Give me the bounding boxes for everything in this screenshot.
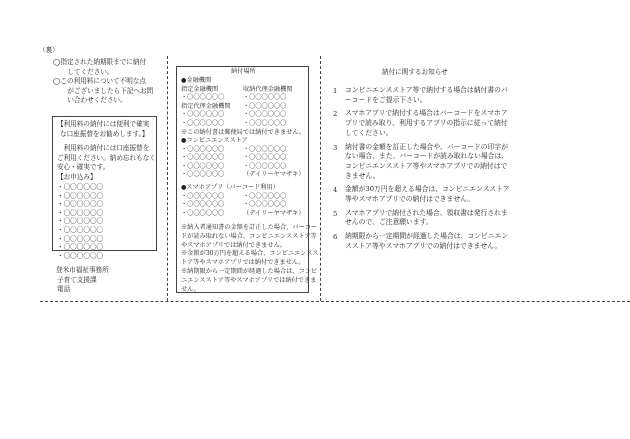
- payment-places-box: [176, 66, 319, 293]
- note-1: ◯ 指定された納期限までに納付 してください。: [53, 58, 147, 76]
- note-2: ◯ この利用料について不明な点 がございましたら下記へお問 い合わせください。: [53, 77, 154, 105]
- list-item: ・〇〇〇〇〇〇: [243, 119, 287, 127]
- list-item: ・〇〇〇〇〇〇: [243, 94, 287, 102]
- fold-line-left: [167, 56, 168, 301]
- apply-list: [57, 183, 103, 260]
- notice-list: [333, 86, 513, 256]
- list-item: ・〇〇〇〇〇〇: [181, 171, 225, 179]
- list-item: 2 スマホアプリで納付する場合はバーコードをスマホアプリで読み取り、利用するアプリの指示に従って納付してください。: [333, 109, 508, 137]
- back-side-mark: （裏）: [39, 46, 59, 54]
- notice-title: 納付に関するお知らせ: [382, 68, 448, 76]
- list-item: 3 納付書の金額を訂正した場合や、バーコードの印字がない場合、また、バーコードが読み取れない場合は、コンビニエンスストア等やスマホアプリでの納付はできません。: [333, 142, 509, 180]
- list-item: ・〇〇〇〇〇〇: [57, 183, 104, 191]
- financial-title: ●金融機関: [181, 77, 212, 84]
- list-item: （デイリーヤマザキ）: [243, 171, 305, 179]
- list-item: ・〇〇〇〇〇〇: [181, 201, 225, 209]
- box-title: 【利用料の納付には便利で確実 な口座振替をお勧めします。】: [57, 120, 150, 138]
- list-item: ・〇〇〇〇〇〇: [181, 209, 225, 217]
- cut-line: [40, 301, 630, 302]
- convenience-section: [181, 137, 304, 180]
- list-item: 6 納期限から一定期間が経過した場合は、コンビニエンスストア等やスマホアプリでの納付はできません。: [333, 232, 509, 250]
- payment-places-title: 納付場所: [231, 68, 256, 75]
- list-item: ・〇〇〇〇〇〇: [243, 192, 287, 200]
- app-section: [181, 184, 304, 218]
- box-body: 利用料の納付には口座振替を ご利用ください。納め忘れもなく 安心・確実です。 【お申込み】: [57, 144, 156, 181]
- list-item: ・〇〇〇〇〇〇: [181, 192, 225, 200]
- app-title: ●スマホアプリ（バーコード利用）: [181, 184, 279, 191]
- list-item: ・〇〇〇〇〇〇: [181, 145, 225, 153]
- list-item: 5 スマホアプリで納付された場合、領収書は発行されませんので、ご注意願います。: [333, 208, 508, 227]
- list-item: ・〇〇〇〇〇〇: [57, 208, 104, 217]
- list-item: ・〇〇〇〇〇〇: [243, 102, 287, 110]
- list-item: ・〇〇〇〇〇〇: [243, 111, 287, 119]
- list-item: ・〇〇〇〇〇〇: [181, 119, 225, 127]
- list-item: ・〇〇〇〇〇〇: [243, 154, 287, 162]
- list-item: ・〇〇〇〇〇〇: [181, 154, 225, 162]
- convenience-title: ●コンビニエンスストア: [181, 137, 248, 144]
- list-item: ・〇〇〇〇〇〇: [57, 217, 104, 226]
- list-item: ・〇〇〇〇〇〇: [243, 162, 287, 170]
- list-item: ・〇〇〇〇〇〇: [243, 201, 287, 209]
- direct-debit-box: [52, 116, 157, 260]
- contact-info: 登米市福祉事務所 子育て支援課 電話: [56, 266, 109, 294]
- list-item: ・〇〇〇〇〇〇: [57, 243, 104, 252]
- list-item: ・〇〇〇〇〇〇: [57, 234, 104, 243]
- list-item: ・〇〇〇〇〇〇: [181, 94, 225, 102]
- list-item: ・〇〇〇〇〇〇: [243, 145, 287, 153]
- list-item: ・〇〇〇〇〇〇: [57, 191, 104, 200]
- list-item: ・〇〇〇〇〇〇: [57, 251, 104, 260]
- list-item: 4 金額が30万円を超える場合は、コンビニエンスストア等やスマホアプリでの納付はできません。: [333, 185, 510, 204]
- fold-line-right: [320, 56, 321, 301]
- left-notes: [53, 58, 153, 106]
- list-item: ・〇〇〇〇〇〇: [57, 225, 104, 234]
- list-item: ・〇〇〇〇〇〇: [181, 162, 225, 170]
- post-office-note: ※この納付書は郵便局では納付できません。: [181, 128, 306, 136]
- list-item: ・〇〇〇〇〇〇: [57, 200, 104, 209]
- apply-label: 【お申込み】: [57, 172, 97, 181]
- list-item: ・〇〇〇〇〇〇: [181, 111, 225, 119]
- payment-notes: ※納入者通知書の金額を訂正した場合、バーコー ドが読み取れない場合、コンビニエンスストア等 やスマホアプリでは納付できません。 ※金額が30万円を超える場合、コンビニエンスス トア等やスマホアプリでは納付できません。 ※納期限から一定期間が経過した場合は、コンビ ニエンスストア等やスマホアプリでは納付できま せん。: [181, 224, 319, 293]
- financial-section: ●金融機関 指定金融機関 ・〇〇〇〇〇〇 指定代理金融機関 ・〇〇〇〇〇〇 ・〇〇〇〇〇〇 収納代理金融機関 ・〇〇〇〇〇〇 ・〇〇〇〇〇〇 ・〇〇〇〇〇〇 ・〇〇〇〇〇〇 ※この納付書は郵便局では納付できません。: [181, 77, 306, 136]
- list-item: （デイリーヤマザキ）: [243, 209, 305, 217]
- list-item: 1 コンビニエンスストア等で納付する場合は納付書のバーコードをご提示下さい。: [333, 86, 508, 104]
